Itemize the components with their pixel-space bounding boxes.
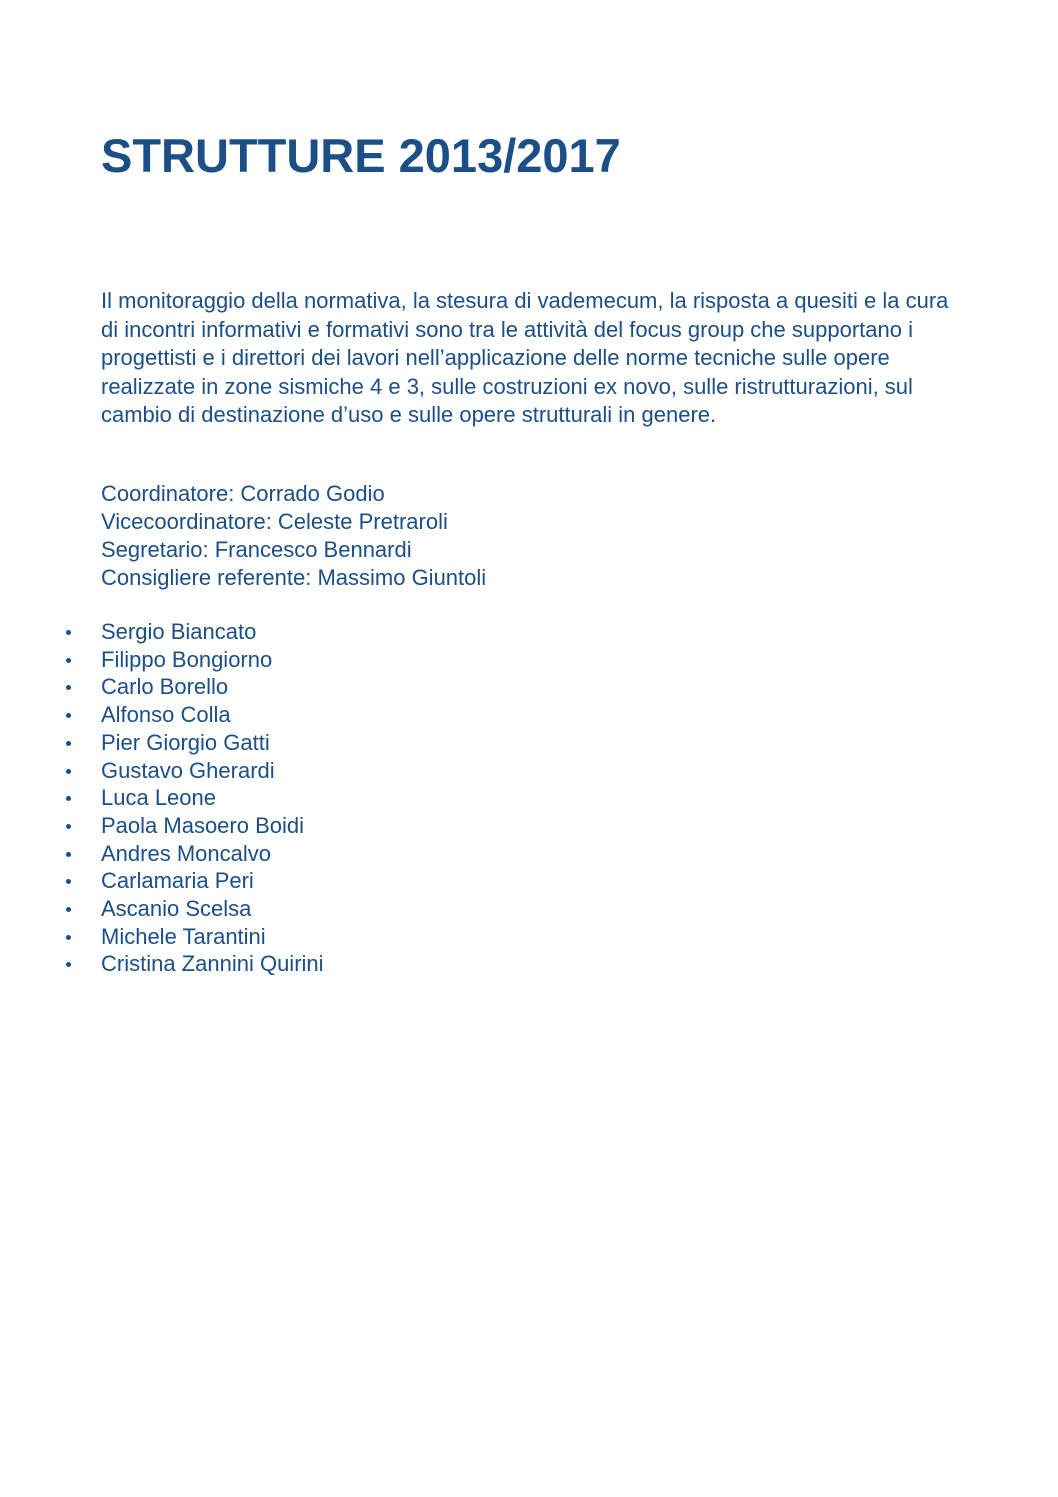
member-name: Luca Leone bbox=[101, 785, 216, 811]
intro-paragraph: Il monitoraggio della normativa, la stesura di vademecum, la risposta a quesiti e la cura di incontri informativi e formativi sono tra le attività del focus group che supportano i progettisti e i direttori dei lavori nell’applicazione delle norme tecniche sulle opere realizzate in zone sismiche 4 e 3, sulle costruzioni ex novo, sulle ristrutturazioni, sul cambio di destinazione d’uso e sulle opere strutturali in genere. bbox=[101, 288, 949, 427]
bullet-icon bbox=[66, 879, 71, 884]
bullet-icon bbox=[66, 713, 71, 718]
role-secretary: Segretario: Francesco Bennardi bbox=[101, 537, 412, 562]
bullet-icon bbox=[66, 824, 71, 829]
member-name: Michele Tarantini bbox=[101, 923, 266, 949]
member-name: Andres Moncalvo bbox=[101, 840, 271, 866]
page-title: STRUTTURE 2013/2017 bbox=[101, 129, 621, 182]
list-item bbox=[0, 646, 324, 674]
list-item bbox=[0, 950, 324, 978]
list-item bbox=[0, 673, 324, 701]
member-name: Pier Giorgio Gatti bbox=[101, 729, 270, 755]
bullet-icon bbox=[66, 630, 71, 635]
bullet-icon bbox=[66, 962, 71, 967]
bullet-icon bbox=[66, 935, 71, 940]
bullet-icon bbox=[66, 907, 71, 912]
members-list bbox=[0, 618, 324, 978]
list-item bbox=[0, 729, 324, 757]
bullet-icon bbox=[66, 852, 71, 857]
bullet-icon bbox=[66, 685, 71, 690]
list-item bbox=[0, 784, 324, 812]
member-name: Sergio Biancato bbox=[101, 619, 257, 644]
list-item bbox=[0, 701, 324, 729]
member-name: Ascanio Scelsa bbox=[101, 896, 252, 922]
list-item bbox=[0, 757, 324, 785]
list-item bbox=[0, 812, 324, 840]
bullet-icon bbox=[66, 658, 71, 663]
list-item bbox=[0, 867, 324, 895]
role-vice-coordinator: Vicecoordinatore: Celeste Pretraroli bbox=[101, 509, 448, 534]
member-name: Gustavo Gherardi bbox=[101, 757, 275, 783]
list-item bbox=[0, 895, 324, 923]
role-council-referent: Consigliere referente: Massimo Giuntoli bbox=[101, 565, 487, 590]
member-name: Filippo Bongiorno bbox=[101, 646, 273, 672]
member-name: Carlo Borello bbox=[101, 674, 229, 700]
member-name: Cristina Zannini Quirini bbox=[101, 951, 324, 977]
member-name: Alfonso Colla bbox=[101, 702, 231, 728]
list-item bbox=[0, 618, 324, 646]
list-item bbox=[0, 923, 324, 951]
member-name: Paola Masoero Boidi bbox=[101, 812, 305, 838]
bullet-icon bbox=[66, 741, 71, 746]
member-name: Carlamaria Peri bbox=[101, 868, 254, 894]
roles-block bbox=[101, 480, 486, 592]
bullet-icon bbox=[66, 796, 71, 801]
list-item bbox=[0, 840, 324, 868]
bullet-icon bbox=[66, 769, 71, 774]
role-coordinator: Coordinatore: Corrado Godio bbox=[101, 481, 385, 506]
